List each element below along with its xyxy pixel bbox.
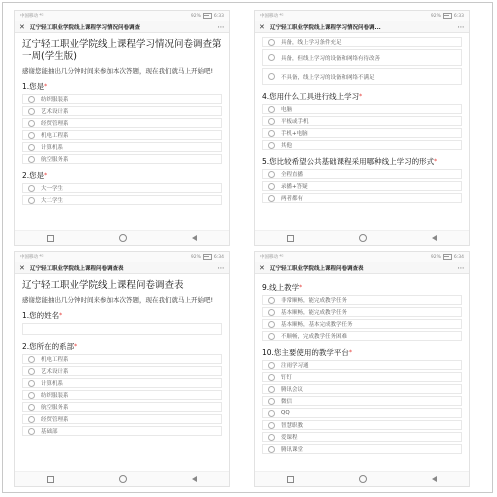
screenshot-survey-student-week1 — [14, 10, 230, 246]
radio-option[interactable]: 手机+电脑 — [262, 128, 462, 138]
radio-option[interactable]: 基础部 — [22, 426, 222, 436]
close-icon[interactable]: ✕ — [259, 263, 265, 272]
radio-icon — [268, 398, 275, 405]
required-mark: * — [74, 343, 78, 350]
radio-option[interactable]: 机电工程系 — [22, 354, 222, 364]
radio-icon — [268, 106, 275, 113]
radio-option[interactable]: 纺织服装系 — [22, 94, 222, 104]
radio-option[interactable]: 全程直播 — [262, 169, 462, 179]
recent-apps-icon[interactable] — [287, 476, 294, 483]
radio-option[interactable]: 基本顺畅，能完成教学任务 — [262, 307, 462, 317]
radio-icon — [268, 73, 275, 80]
radio-icon — [268, 386, 275, 393]
name-input[interactable] — [22, 323, 222, 335]
recent-apps-icon[interactable] — [47, 476, 54, 483]
radio-option[interactable]: 不具备，线上学习的设备和网络不满足 — [262, 68, 462, 85]
radio-icon — [28, 428, 35, 435]
battery-icon — [443, 13, 452, 19]
recent-apps-icon[interactable] — [47, 235, 54, 242]
radio-option[interactable]: 大二学生 — [22, 195, 222, 205]
required-mark: * — [299, 284, 303, 291]
required-mark: * — [434, 158, 438, 165]
radio-icon — [268, 171, 275, 178]
question-heading: 1.您的姓名* — [22, 311, 63, 320]
close-icon[interactable]: ✕ — [19, 263, 25, 272]
title-bar — [255, 262, 469, 274]
radio-option[interactable]: 非常顺畅，能完成教学任务 — [262, 295, 462, 305]
radio-option[interactable]: 电脑 — [262, 104, 462, 114]
home-icon[interactable] — [119, 234, 127, 242]
battery-text: 92% — [190, 254, 201, 260]
radio-icon — [28, 404, 35, 411]
radio-option[interactable]: 其他 — [262, 140, 462, 150]
clock: 6:34 — [213, 254, 224, 260]
survey-content — [255, 33, 469, 232]
radio-icon — [268, 374, 275, 381]
radio-icon — [268, 410, 275, 417]
radio-icon — [268, 309, 275, 316]
clock: 6:33 — [213, 13, 224, 19]
radio-icon — [28, 108, 35, 115]
survey-content — [15, 33, 229, 232]
required-mark: * — [348, 349, 352, 356]
carrier-label: 中国移动 ⁴ᴳ — [260, 255, 284, 260]
nav-bar — [15, 230, 229, 245]
carrier-label: 中国移动 ⁴ᴳ — [20, 14, 44, 19]
required-mark: * — [59, 312, 63, 319]
clock: 6:33 — [453, 13, 464, 19]
more-menu-icon[interactable]: ⋯ — [217, 263, 225, 272]
radio-icon — [28, 96, 35, 103]
required-mark: * — [359, 93, 363, 100]
status-bar — [15, 252, 229, 262]
radio-icon — [268, 195, 275, 202]
nav-bar — [255, 471, 469, 486]
title-bar — [15, 262, 229, 274]
question-heading: 2.您是* — [22, 171, 48, 180]
clock: 6:34 — [453, 254, 464, 260]
close-icon[interactable]: ✕ — [19, 22, 25, 31]
radio-option[interactable]: 腾讯课堂 — [262, 444, 462, 454]
screenshot-survey-name-dept — [14, 251, 230, 487]
radio-icon — [268, 54, 275, 61]
radio-option[interactable]: 具备，线上学习条件充足 — [262, 37, 462, 47]
radio-option[interactable]: 爱课程 — [262, 432, 462, 442]
radio-icon — [268, 333, 275, 340]
nav-bar — [15, 471, 229, 486]
question-heading: 5.您比较希望公共基础课程采用哪种线上学习的形式* — [262, 157, 438, 166]
battery-text: 92% — [190, 13, 201, 19]
status-bar — [255, 252, 469, 262]
radio-option[interactable]: 钉钉 — [262, 372, 462, 382]
page-title: 辽宁轻工职业学院线上课程问卷调查表 — [30, 265, 124, 272]
status-bar — [15, 11, 229, 21]
radio-icon — [268, 118, 275, 125]
back-icon[interactable] — [192, 476, 197, 482]
home-icon[interactable] — [119, 475, 127, 483]
radio-option[interactable]: QQ — [262, 408, 462, 418]
radio-icon — [28, 144, 35, 151]
radio-option[interactable]: 艺术设计系 — [22, 366, 222, 376]
radio-icon — [28, 185, 35, 192]
radio-icon — [268, 130, 275, 137]
radio-icon — [28, 380, 35, 387]
radio-icon — [268, 142, 275, 149]
carrier-label: 中国移动 ⁴ᴳ — [20, 255, 44, 260]
radio-icon — [28, 368, 35, 375]
radio-icon — [28, 120, 35, 127]
radio-option[interactable]: 经贸管理系 — [22, 118, 222, 128]
radio-icon — [268, 434, 275, 441]
required-mark: * — [44, 83, 48, 90]
home-icon[interactable] — [359, 234, 367, 242]
status-bar — [255, 11, 469, 21]
radio-icon — [28, 392, 35, 399]
radio-icon — [28, 156, 35, 163]
radio-icon — [28, 416, 35, 423]
radio-option[interactable]: 机电工程系 — [22, 130, 222, 140]
survey-content — [255, 274, 469, 473]
survey-intro: 感谢您能抽出几分钟时间来参加本次答题，现在我们就马上开始吧! — [22, 296, 214, 304]
battery-icon — [443, 254, 452, 260]
survey-title: 辽宁轻工职业学院线上课程问卷调查表 — [22, 280, 184, 291]
page-title: 辽宁轻工职业学院线上课程问卷调查表 — [270, 265, 364, 272]
carrier-label: 中国移动 ⁴ᴳ — [260, 14, 284, 19]
radio-option[interactable]: 两者都有 — [262, 193, 462, 203]
radio-option[interactable]: 经贸管理系 — [22, 414, 222, 424]
close-icon[interactable]: ✕ — [259, 22, 265, 31]
radio-icon — [268, 422, 275, 429]
radio-option[interactable]: 平板或手机 — [262, 116, 462, 126]
required-mark: * — [44, 172, 48, 179]
more-menu-icon[interactable]: ⋯ — [457, 263, 465, 272]
radio-icon — [28, 356, 35, 363]
radio-option[interactable]: 具备，但线上学习的设备和网络有待改善 — [262, 49, 462, 66]
radio-icon — [28, 197, 35, 204]
more-menu-icon[interactable]: ⋯ — [217, 22, 225, 31]
radio-option[interactable]: 计算机系 — [22, 378, 222, 388]
question-heading: 1.您是* — [22, 82, 48, 91]
more-menu-icon[interactable]: ⋯ — [457, 22, 465, 31]
question-heading: 10.您主要使用的教学平台* — [262, 348, 352, 357]
battery-icon — [203, 254, 212, 260]
radio-option[interactable]: 腾讯会议 — [262, 384, 462, 394]
radio-option[interactable]: 注雨学习通 — [262, 360, 462, 370]
page-title: 辽宁轻工职业学院线上课程学习情况问卷调... — [270, 24, 381, 31]
radio-option[interactable]: 艺术设计系 — [22, 106, 222, 116]
back-icon[interactable] — [432, 476, 437, 482]
radio-option[interactable]: 不顺畅，完成教学任务困难 — [262, 331, 462, 341]
screenshot-survey-platform — [254, 251, 470, 487]
radio-option[interactable]: 大一学生 — [22, 183, 222, 193]
radio-option[interactable]: 智慧职教 — [262, 420, 462, 430]
radio-icon — [268, 362, 275, 369]
title-bar — [255, 21, 469, 33]
survey-title: 辽宁轻工职业学院线上课程学习情况问卷调查第一周(学生版) — [22, 39, 222, 62]
battery-text: 92% — [430, 13, 441, 19]
radio-option[interactable]: 纺织服装系 — [22, 390, 222, 400]
radio-option[interactable]: 微信 — [262, 396, 462, 406]
radio-option[interactable]: 基本顺畅，基本完成教学任务 — [262, 319, 462, 329]
question-heading: 4.您用什么工具进行线上学习* — [262, 92, 363, 101]
radio-icon — [28, 132, 35, 139]
radio-option[interactable]: 计算机系 — [22, 142, 222, 152]
radio-option[interactable]: 航空服务系 — [22, 154, 222, 164]
question-heading: 9.线上教学* — [262, 283, 303, 292]
nav-bar — [255, 230, 469, 245]
radio-icon — [268, 297, 275, 304]
back-icon[interactable] — [432, 235, 437, 241]
radio-icon — [268, 321, 275, 328]
radio-icon — [268, 446, 275, 453]
back-icon[interactable] — [192, 235, 197, 241]
survey-content — [15, 274, 229, 473]
radio-icon — [268, 183, 275, 190]
survey-intro: 感谢您能抽出几分钟时间来参加本次答题，现在我们就马上开始吧! — [22, 67, 214, 75]
page-title: 辽宁轻工职业学院线上课程学习情况问卷调查 — [30, 24, 141, 31]
radio-icon — [268, 39, 275, 46]
screenshot-survey-tools — [254, 10, 470, 246]
question-heading: 2.您所在的系部* — [22, 342, 78, 351]
battery-icon — [203, 13, 212, 19]
battery-text: 92% — [430, 254, 441, 260]
recent-apps-icon[interactable] — [287, 235, 294, 242]
radio-option[interactable]: 录播+答疑 — [262, 181, 462, 191]
home-icon[interactable] — [359, 475, 367, 483]
title-bar — [15, 21, 229, 33]
radio-option[interactable]: 航空服务系 — [22, 402, 222, 412]
